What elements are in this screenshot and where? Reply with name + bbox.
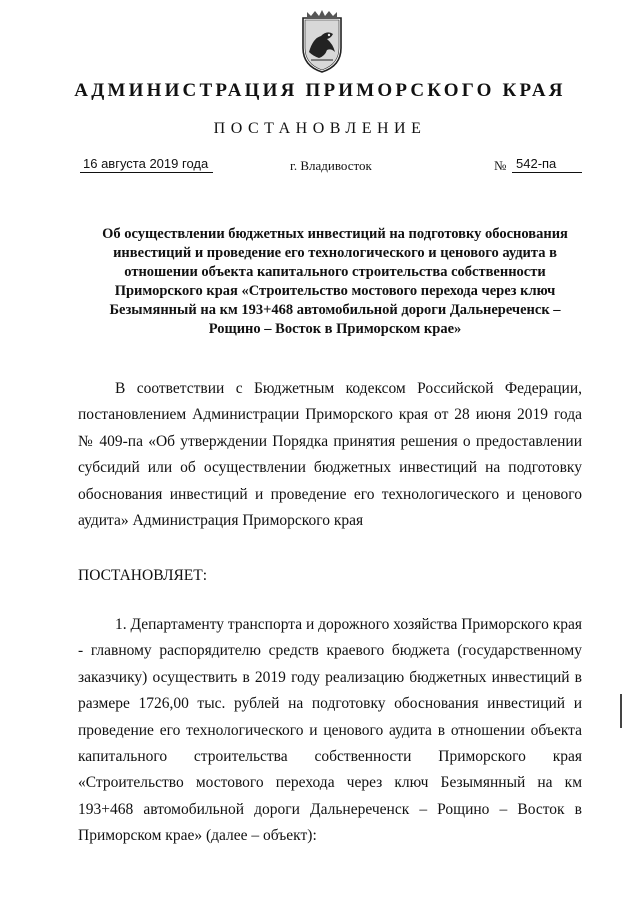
document-date: 16 августа 2019 года: [80, 155, 213, 173]
resolves-heading: ПОСТАНОВЛЯЕТ:: [78, 567, 208, 584]
preamble-paragraph: В соответствии с Бюджетным кодексом Российской Федерации, постановлением Администрации Приморского края от 28 июня 2019 года № 409-па «Об утверждении Порядка принятия решения о предоставлении субсидий или об осуществлении бюджетных инвестиций на подготовку обоснования инвестиций и проведение его технологического и ценового аудита» Администрация Приморского края: [78, 380, 582, 530]
coat-of-arms-icon: [297, 8, 347, 76]
authority-name: АДМИНИСТРАЦИЯ ПРИМОРСКОГО КРАЯ: [74, 80, 566, 101]
margin-mark: [620, 694, 622, 728]
document-city: г. Владивосток: [290, 158, 372, 173]
item-1-paragraph: 1. Департаменту транспорта и дорожного хозяйства Приморского края - главному распорядителю средств краевого бюджета (государственному заказчику) осуществить в 2019 году реализацию бюджетных инвестиций в размере 1726,00 тыс. рублей на подготовку обоснования инвестиций и проведение его технологического и ценового аудита в отношении объекта капитального строительства собственности Приморского края «Строительство мостового перехода через ключ Безымянный на км 193+468 автомобильной дороги Дальнереченск – Рощино – Восток в Приморском крае» (далее – объект):: [78, 616, 583, 845]
document-title: Об осуществлении бюджетных инвестиций на подготовку обоснования инвестиций и проведение его технологического и ценового аудита в отношении объекта капитального строительства собственности Приморского края «Строительство мостового перехода через ключ Безымянный на км 193+468 автомобильной дороги Дальнереченск – Рощино – Восток в Приморском крае»: [102, 226, 568, 337]
number-label: №: [494, 158, 507, 173]
number-value: 542-па: [512, 155, 582, 173]
document-type: ПОСТАНОВЛЕНИЕ: [213, 120, 427, 137]
